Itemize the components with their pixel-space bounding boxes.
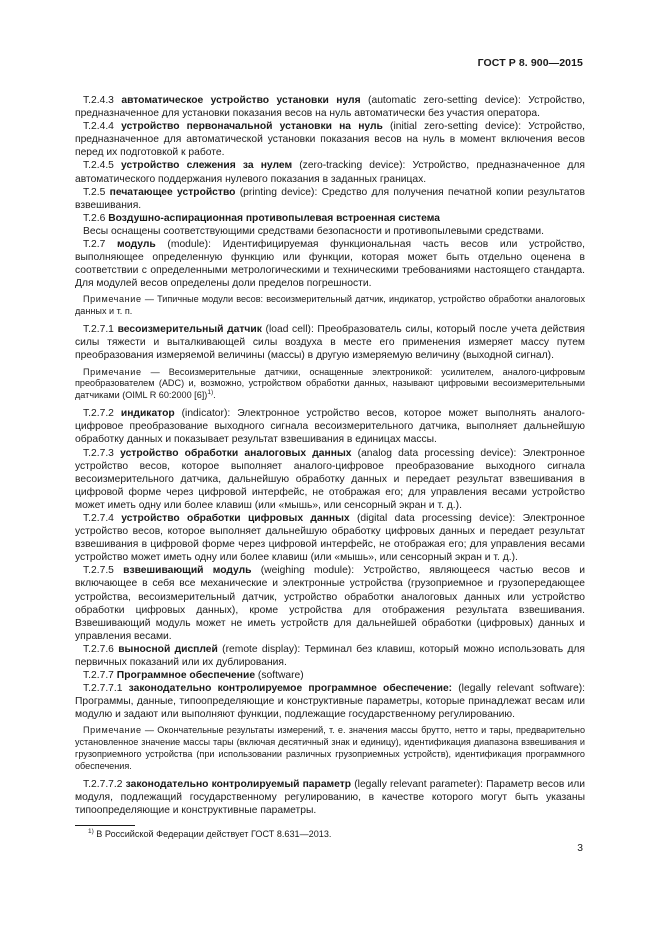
clause-paragraph <box>75 512 585 564</box>
clause-number: Т.2.7.7.1 <box>83 683 123 695</box>
clause-number: Т.2.7.1 <box>83 324 114 336</box>
definition-text: (module): Идентифицируемая функциональная часть весов или устройство, выполняющее определенную функцию или функции, которая может быть отдельно оценена в соответствии с определенными метрологическими и техническими требованиями настоящего стандарта. Для модулей весов определены доли пределов погрешности. <box>75 239 585 290</box>
definition-text: (printing device): Средство для получения печатной копии результатов взвешивания. <box>75 186 585 211</box>
clause-paragraph <box>75 407 585 446</box>
clause-paragraph <box>75 212 585 225</box>
term: печатающее устройство <box>109 186 236 198</box>
note-text: — Окончательные результаты измерений, т. е. значения массы брутто, нетто и тары, предварительно установленное значение массы тары (включая десятичный знак и единицу), идентификация диапазона взвешивания и грузоприемного устройства (при использовании различных грузоприемных устройств), идентификация программного обеспечения. <box>75 725 585 772</box>
clause-paragraph <box>75 323 585 362</box>
clause-number: Т.2.4.5 <box>83 160 114 172</box>
clause-number: Т.2.7.4 <box>83 512 114 524</box>
term: выносной дисплей <box>118 643 218 655</box>
clause-number: Т.2.4.4 <box>83 121 114 133</box>
clause-paragraph <box>75 564 585 643</box>
footnote-text: В Российской Федерации действует ГОСТ 8.631—2013. <box>93 829 332 839</box>
clause-paragraph <box>75 186 585 212</box>
term: устройство обработки аналоговых данных <box>120 447 352 459</box>
note-text: — Весоизмерительные датчики, оснащенные электроникой: усилителем, аналого-цифровым преобразователем (ADC) и, возможно, устройством обработки данных, называют цифровыми весоизмерительными датчиками (OIML R 60:2000 [6]) <box>75 366 585 401</box>
clause-paragraph <box>75 669 585 682</box>
clause-paragraph <box>75 682 585 721</box>
footnote-divider <box>75 825 135 826</box>
clause-paragraph <box>75 120 585 159</box>
term: устройство обработки цифровых данных <box>121 512 350 524</box>
definition-text: (weighing module): Устройство, являющееся частью весов и включающее в себя все механические и электронные устройства (грузоприемное и грузопередающее устройства, весоизмерительный датчик, устройство обработки аналоговых данных или устройство обработки цифровых данных), кроме устройства для отображения результата взвешивания. Взвешивающий модуль может не иметь устройств для дальнейшей обработки (цифровых) данных и управления весами. <box>75 565 585 642</box>
clause-number: Т.2.4.3 <box>83 95 114 106</box>
term: Воздушно-аспирационная противопылевая встроенная система <box>108 212 440 224</box>
clause-paragraph <box>75 447 585 512</box>
clause-number: Т.2.7.7 <box>83 670 114 682</box>
note-label: Примечание <box>83 294 142 305</box>
note-paragraph <box>75 367 585 403</box>
clause-number: Т.2.7.7.2 <box>83 779 123 791</box>
footnote-mark: 1) <box>88 827 94 835</box>
clause-number: Т.2.5 <box>83 186 106 198</box>
clause-number: Т.2.7.5 <box>83 565 114 577</box>
term: модуль <box>117 239 156 251</box>
term: весоизмерительный датчик <box>117 324 262 336</box>
definition-text: Весы оснащены соответствующими средствами безопасности и противопылевыми средствами. <box>83 225 545 237</box>
clause-paragraph <box>75 94 585 120</box>
term: Программное обеспечение <box>116 670 256 682</box>
page-number: 3 <box>577 843 583 854</box>
footnote-reference: 1) <box>207 389 214 397</box>
clause-number: Т.2.7.3 <box>83 447 114 459</box>
term: автоматическое устройство установки нуля <box>121 95 361 106</box>
definition-text: (software) <box>255 670 304 682</box>
clause-number: Т.2.7.2 <box>83 408 114 420</box>
clause-number: Т.2.7.6 <box>83 643 114 655</box>
term: устройство слежения за нулем <box>121 160 293 172</box>
note-text: — Типичные модули весов: весоизмерительный датчик, индикатор, устройство обработки аналоговых данных и т. п. <box>75 294 585 317</box>
note-tail: . <box>213 390 216 401</box>
definition-text: (zero-tracking device): Устройство, предназначенное для автоматического поддержания нулевого показания в заданных границах. <box>75 160 585 185</box>
footnote <box>88 829 331 839</box>
note-label: Примечание <box>83 725 142 736</box>
definition-text: (indicator): Электронное устройство весов, которое может выполнять аналого-цифровое преобразование выходного сигнала весоизмерительного датчика, выполняет дальнейшую обработку данных и показывает результат взвешивания в единицах массы. <box>75 408 585 446</box>
definition-text: (initial zero-setting device): Устройство, предназначенное для автоматической установки показания весов на нуль в момент включения весов перед их подготовкой к работе. <box>75 121 585 159</box>
note-label: Примечание <box>83 366 142 377</box>
clause-paragraph <box>75 778 585 817</box>
definition-text: (analog data processing device): Электронное устройство весов, которое выполняет аналого-цифровое преобразование выходного сигнала весоизмерительного датчика, дальнейшую обработку данных и передает результат взвешивания в цифровой форме через цифровой интерфейс, не отображая его; для управления весами устройство может иметь одну или более клавиш (или «мышь», или сенсорный экран и т. д.). <box>75 447 585 511</box>
term: индикатор <box>120 408 175 420</box>
clause-number: Т.2.7 <box>83 239 106 251</box>
note-paragraph <box>75 725 585 773</box>
clause-paragraph <box>75 225 585 238</box>
term: устройство первоначальной установки на нуль <box>121 121 383 133</box>
definition-text: (legally relevant parameter): Параметр весов или модуля, подлежащий государственному регулированию, в качестве которого могут быть указаны типоопределяющие и конструктивные параметры. <box>75 779 585 817</box>
note-paragraph <box>75 294 585 318</box>
document-code: ГОСТ Р 8. 900—2015 <box>477 57 583 69</box>
clause-paragraph <box>75 643 585 669</box>
definition-text: (legally relevant software): Программы, данные, типоопределяющие и конструктивные параметры, которые принадлежат весам или модулю и задают или выполняют функции, подлежащие государственному регулированию. <box>75 683 585 721</box>
definition-text: (remote display): Терминал без клавиш, который можно использовать для первичных показаний или их дублирования. <box>75 643 585 668</box>
clause-number: Т.2.6 <box>83 212 106 224</box>
term: взвешивающий модуль <box>123 565 252 577</box>
clause-paragraph <box>75 238 585 290</box>
document-body <box>75 94 585 817</box>
term: законодательно контролируемый параметр <box>125 779 352 791</box>
clause-paragraph <box>75 159 585 185</box>
definition-text: (digital data processing device): Электронное устройство весов, которое выполняет дальнейшую обработку цифровых данных и передает результат взвешивания в цифровой форме через цифровой интерфейс, не отображая его; для управления весами устройство может иметь одну или более клавиш (или «мышь», или сенсорный экран и т. д.). <box>75 512 585 564</box>
definition-text: (load cell): Преобразователь силы, который после учета действия силы тяжести и выталкивающей силы воздуха в месте его применения измеряет массу путем преобразования измеряемой величины (массы) в другую измеряемую величину (выходной сигнал). <box>75 324 585 362</box>
definition-text: (automatic zero-setting device): Устройство, предназначенное для установки показания весов на нуль автоматически без участия оператора. <box>75 95 585 120</box>
term: законодательно контролируемое программное обеспечение: <box>128 683 453 695</box>
